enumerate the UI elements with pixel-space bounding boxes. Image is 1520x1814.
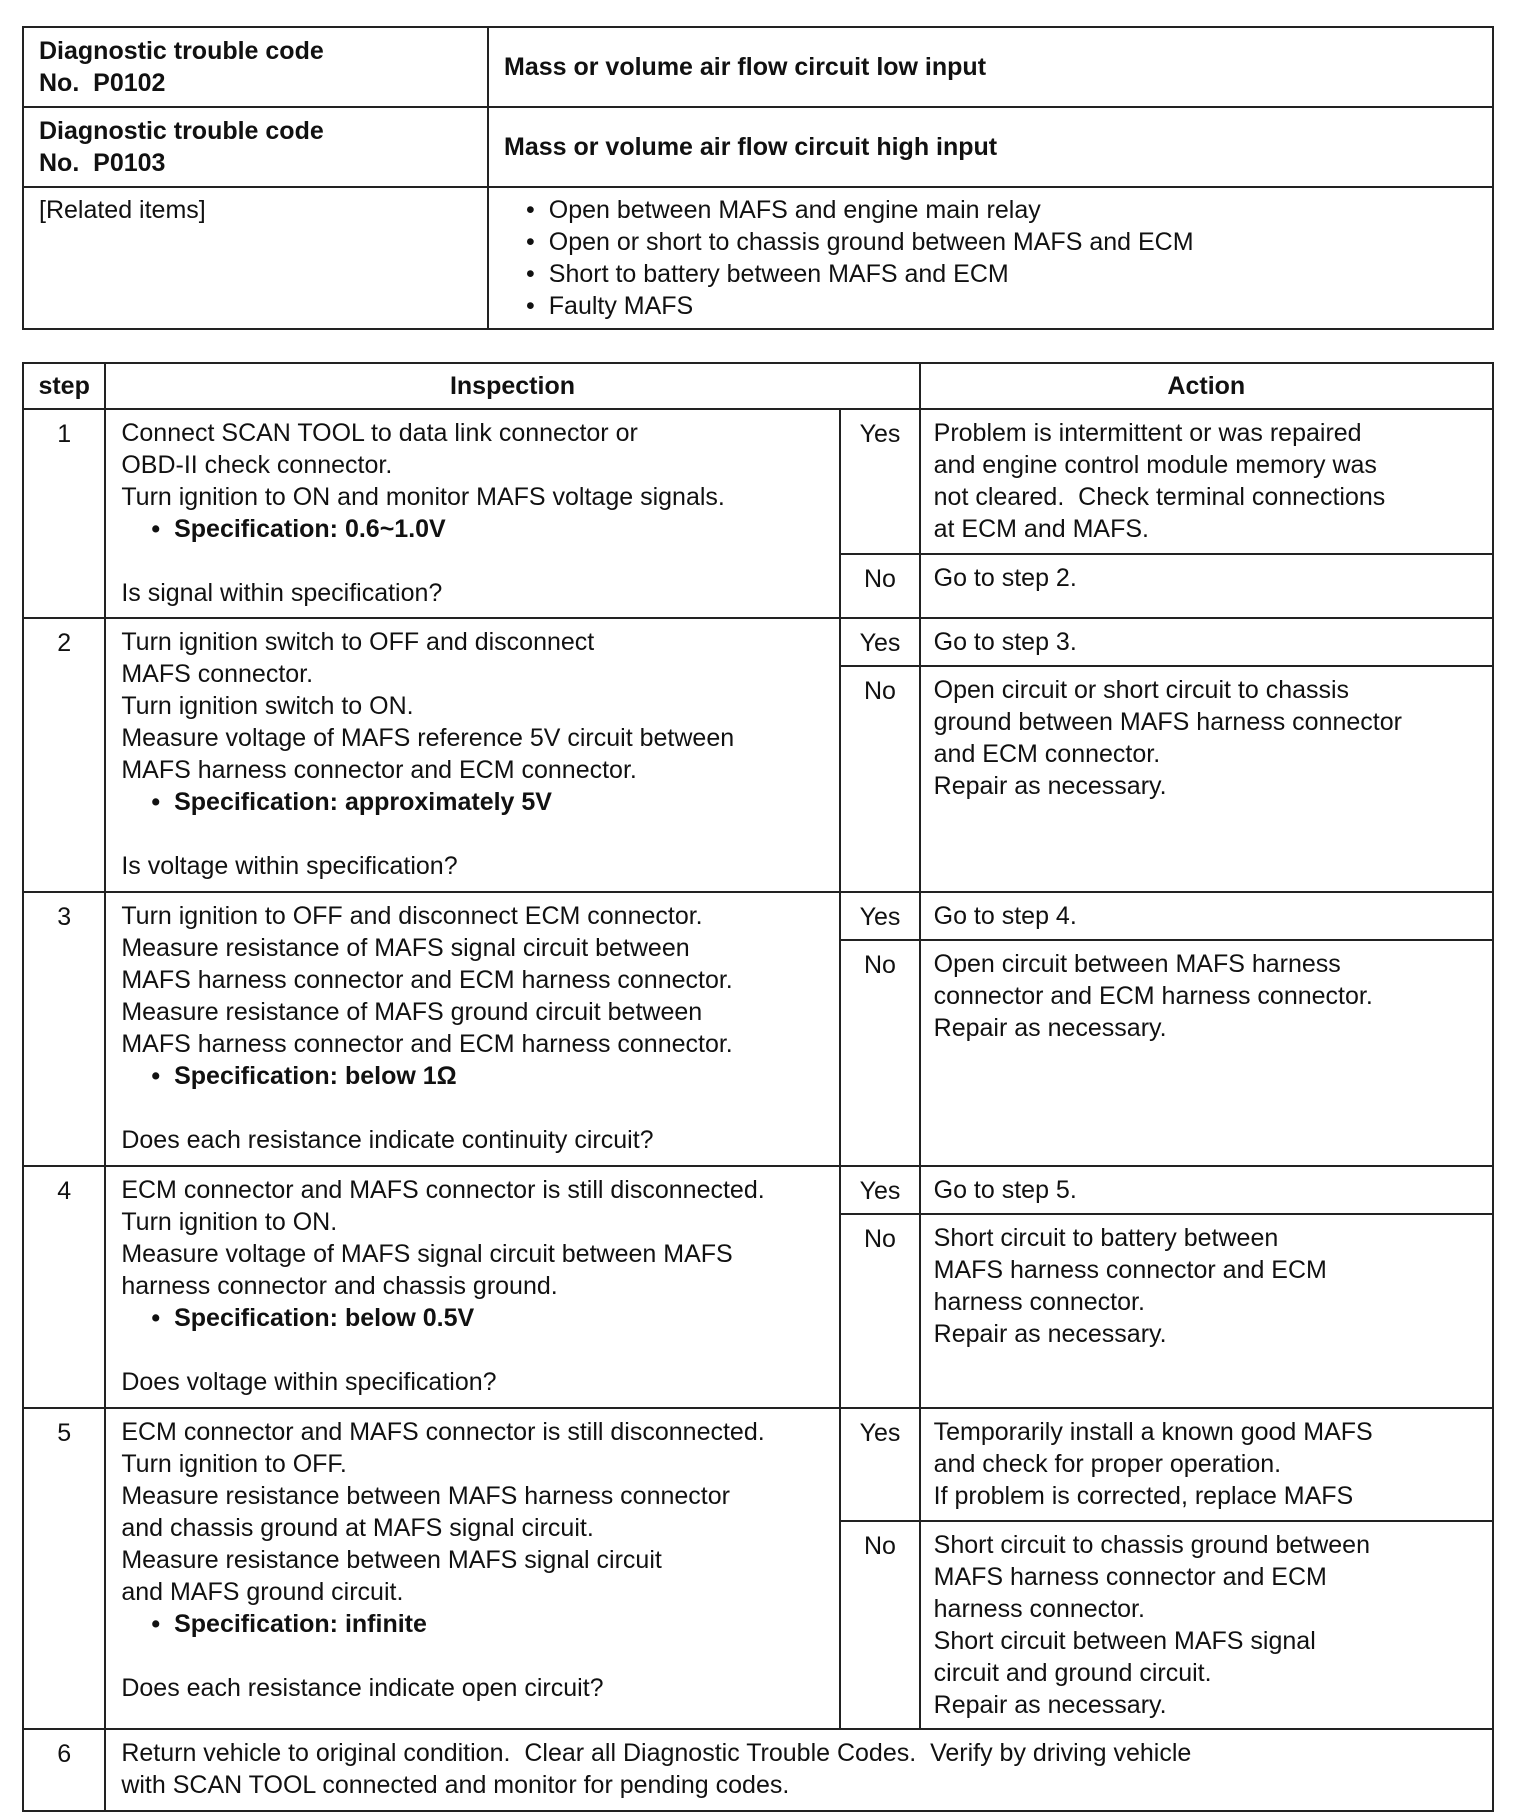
action-line: Repair as necessary.: [933, 772, 1167, 800]
step-row-1: [23, 409, 1493, 554]
no-action: [920, 940, 1493, 1166]
inspection-cell: [105, 1408, 840, 1729]
yes-action: [920, 892, 1493, 940]
no-action: [920, 666, 1493, 892]
inspection-line: and MAFS ground circuit.: [121, 1578, 404, 1606]
no-action: [920, 1214, 1493, 1408]
final-step-cell: [105, 1729, 1493, 1811]
action-line: harness connector.: [933, 1288, 1145, 1316]
inspection-question: Is signal within specification?: [121, 579, 443, 607]
specification: • Specification: below 0.5V: [121, 1302, 827, 1334]
dtc-label-line1: Diagnostic trouble code: [39, 117, 324, 145]
inspection-line: MAFS harness connector and ECM connector.: [121, 756, 637, 784]
no-action: [920, 1521, 1493, 1729]
action-line: MAFS harness connector and ECM: [933, 1256, 1327, 1284]
dtc-description: Mass or volume air flow circuit high input: [488, 107, 1493, 187]
related-items-row: [23, 187, 1493, 329]
dtc-row-p0103: [23, 107, 1493, 187]
action-line: Open circuit or short circuit to chassis: [933, 676, 1350, 704]
inspection-line: MAFS harness connector and ECM harness connector.: [121, 966, 733, 994]
action-line: and engine control module memory was: [933, 451, 1377, 479]
step-row-2: [23, 618, 1493, 666]
inspection-line: Turn ignition to OFF and disconnect ECM connector.: [121, 902, 703, 930]
specification: • Specification: approximately 5V: [121, 786, 827, 818]
action-line: Repair as necessary.: [933, 1014, 1167, 1042]
inspection-cell: [105, 1166, 840, 1408]
dtc-code: No. P0103: [39, 149, 166, 177]
related-items-list: [504, 188, 1477, 324]
dtc-row-p0102: [23, 27, 1493, 107]
inspection-cell: [105, 618, 840, 892]
related-item: • Open or short to chassis ground between MAFS and ECM: [526, 226, 1477, 258]
no-label: No: [840, 1521, 919, 1729]
inspection-line: MAFS connector.: [121, 660, 314, 688]
inspection-cell: [105, 409, 840, 618]
action-line: Repair as necessary.: [933, 1691, 1167, 1719]
step-row-4: [23, 1166, 1493, 1214]
specification: • Specification: 0.6~1.0V: [121, 513, 827, 545]
no-label: No: [840, 554, 919, 618]
inspection-question: Does voltage within specification?: [121, 1368, 497, 1396]
specification: • Specification: below 1Ω: [121, 1060, 827, 1092]
action-line: Go to step 2.: [933, 564, 1077, 592]
inspection-line: ECM connector and MAFS connector is still disconnected.: [121, 1176, 765, 1204]
inspection-line: Connect SCAN TOOL to data link connector or: [121, 419, 638, 447]
inspection-question: Is voltage within specification?: [121, 852, 458, 880]
action-line: Short circuit to chassis ground between: [933, 1531, 1370, 1559]
yes-label: Yes: [840, 618, 919, 666]
step-row-6: [23, 1729, 1493, 1811]
inspection-line: Turn ignition to ON.: [121, 1208, 338, 1236]
action-line: Short circuit to battery between: [933, 1224, 1279, 1252]
inspection-line: ECM connector and MAFS connector is still disconnected.: [121, 1418, 765, 1446]
yes-action: [920, 618, 1493, 666]
related-items-cell: [488, 187, 1493, 329]
inspection-line: Turn ignition to ON and monitor MAFS voltage signals.: [121, 483, 725, 511]
inspection-line: Turn ignition to OFF.: [121, 1450, 347, 1478]
action-line: and ECM connector.: [933, 740, 1161, 768]
inspection-line: Measure resistance between MAFS signal circuit: [121, 1546, 662, 1574]
no-action: [920, 554, 1493, 618]
inspection-question: Does each resistance indicate continuity circuit?: [121, 1126, 654, 1154]
inspection-line: OBD-II check connector.: [121, 451, 393, 479]
inspection-line: MAFS harness connector and ECM harness connector.: [121, 1030, 733, 1058]
final-step-line: with SCAN TOOL connected and monitor for pending codes.: [121, 1771, 790, 1799]
step-number: 1: [23, 409, 105, 618]
dtc-description: Mass or volume air flow circuit low input: [488, 27, 1493, 107]
step-number: 6: [23, 1729, 105, 1811]
inspection-cell: [105, 892, 840, 1166]
yes-action: [920, 1408, 1493, 1521]
action-line: Short circuit between MAFS signal: [933, 1627, 1316, 1655]
yes-label: Yes: [840, 1166, 919, 1214]
inspection-line: and chassis ground at MAFS signal circuit.: [121, 1514, 594, 1542]
inspection-line: Measure voltage of MAFS reference 5V circuit between: [121, 724, 735, 752]
action-line: harness connector.: [933, 1595, 1145, 1623]
inspection-line: Measure resistance between MAFS harness connector: [121, 1482, 730, 1510]
inspection-table: [22, 362, 1494, 1812]
dtc-label: [23, 27, 488, 107]
specification: • Specification: infinite: [121, 1608, 827, 1640]
related-item: • Faulty MAFS: [526, 290, 1477, 322]
final-step-line: Return vehicle to original condition. Clear all Diagnostic Trouble Codes. Verify by driving vehicle: [121, 1739, 1192, 1767]
action-line: Open circuit between MAFS harness: [933, 950, 1341, 978]
yes-action: [920, 409, 1493, 554]
action-line: MAFS harness connector and ECM: [933, 1563, 1327, 1591]
dtc-code: No. P0102: [39, 69, 166, 97]
header-action: Action: [920, 363, 1493, 409]
related-item: • Open between MAFS and engine main relay: [526, 194, 1477, 226]
header-step: step: [23, 363, 105, 409]
inspection-line: harness connector and chassis ground.: [121, 1272, 558, 1300]
step-number: 5: [23, 1408, 105, 1729]
inspection-line: Measure resistance of MAFS ground circuit between: [121, 998, 703, 1026]
no-label: No: [840, 940, 919, 1166]
action-line: circuit and ground circuit.: [933, 1659, 1212, 1687]
header-inspection: Inspection: [105, 363, 919, 409]
inspection-line: Turn ignition switch to ON.: [121, 692, 414, 720]
yes-label: Yes: [840, 892, 919, 940]
dtc-label: [23, 107, 488, 187]
action-line: Problem is intermittent or was repaired: [933, 419, 1362, 447]
inspection-question: Does each resistance indicate open circuit?: [121, 1674, 604, 1702]
action-line: Temporarily install a known good MAFS: [933, 1418, 1373, 1446]
dtc-header-table: [22, 26, 1494, 330]
inspection-line: Measure resistance of MAFS signal circuit between: [121, 934, 690, 962]
action-line: and check for proper operation.: [933, 1450, 1282, 1478]
action-line: at ECM and MAFS.: [933, 515, 1149, 543]
step-number: 2: [23, 618, 105, 892]
related-item: • Short to battery between MAFS and ECM: [526, 258, 1477, 290]
table-header-row: [23, 363, 1493, 409]
action-line: Go to step 5.: [933, 1176, 1077, 1204]
step-row-3: [23, 892, 1493, 940]
related-items-label: [Related items]: [23, 187, 488, 329]
action-line: If problem is corrected, replace MAFS: [933, 1482, 1354, 1510]
no-label: No: [840, 666, 919, 892]
step-row-5: [23, 1408, 1493, 1521]
action-line: connector and ECM harness connector.: [933, 982, 1373, 1010]
action-line: Repair as necessary.: [933, 1320, 1167, 1348]
action-line: Go to step 4.: [933, 902, 1077, 930]
inspection-line: Turn ignition switch to OFF and disconnect: [121, 628, 595, 656]
inspection-line: Measure voltage of MAFS signal circuit between MAFS: [121, 1240, 733, 1268]
yes-label: Yes: [840, 409, 919, 554]
no-label: No: [840, 1214, 919, 1408]
action-line: not cleared. Check terminal connections: [933, 483, 1386, 511]
step-number: 4: [23, 1166, 105, 1408]
action-line: ground between MAFS harness connector: [933, 708, 1402, 736]
yes-action: [920, 1166, 1493, 1214]
dtc-label-line1: Diagnostic trouble code: [39, 37, 324, 65]
yes-label: Yes: [840, 1408, 919, 1521]
step-number: 3: [23, 892, 105, 1166]
action-line: Go to step 3.: [933, 628, 1077, 656]
